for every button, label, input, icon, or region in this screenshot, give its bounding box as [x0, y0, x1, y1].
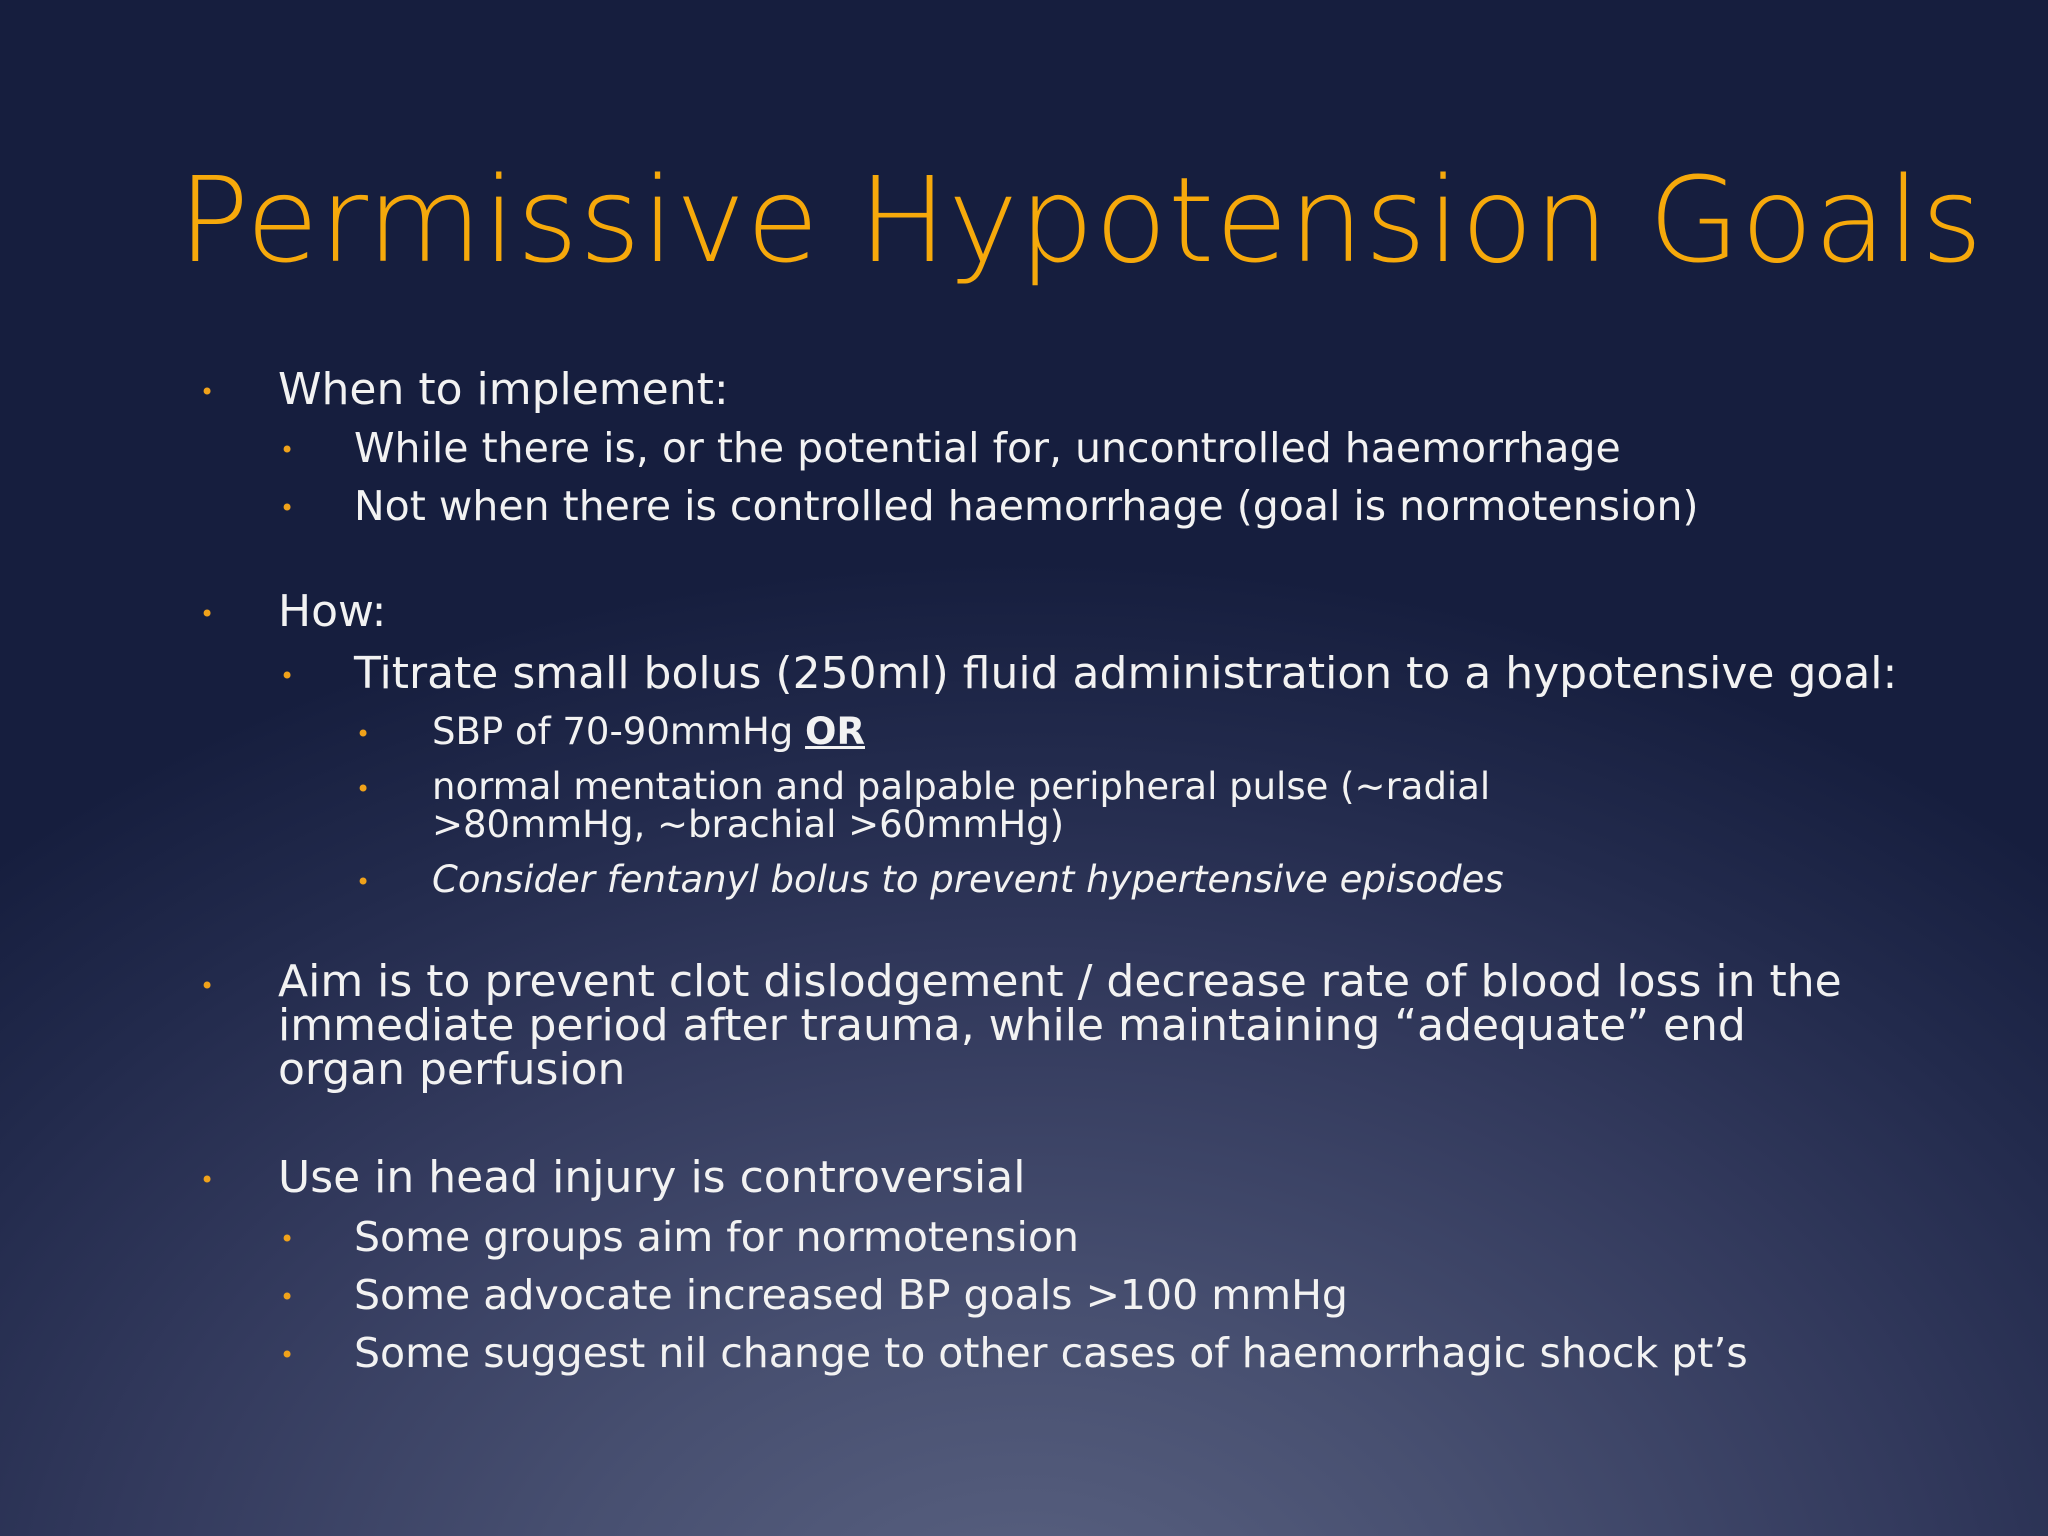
bullet-icon: • — [356, 868, 371, 896]
head-injury-item-bp-goals: Some advocate increased BP goals >100 mmHg — [354, 1271, 1348, 1319]
how-titrate: Titrate small bolus (250ml) fluid administration to a hypotensive goal: — [354, 648, 1898, 699]
how-fentanyl: Consider fentanyl bolus to prevent hypertensive episodes — [432, 858, 1504, 901]
bullet-icon: • — [280, 436, 295, 464]
how-sbp — [432, 710, 865, 753]
bullet-icon: • — [280, 494, 295, 522]
bullet-icon: • — [280, 1341, 295, 1369]
bullet-icon: • — [200, 600, 215, 628]
how-mentation-line2: >80mmHg, ~brachial >60mmHg) — [432, 803, 1065, 846]
head-injury-item-normotension: Some groups aim for normotension — [354, 1213, 1080, 1261]
bullet-icon: • — [280, 1225, 295, 1253]
bullet-icon: • — [280, 1283, 295, 1311]
how-mentation-line1: normal mentation and palpable peripheral pulse (~radial — [432, 765, 1491, 808]
aim-line-3: organ perfusion — [278, 1044, 626, 1095]
bullet-icon: • — [200, 378, 215, 406]
sbp-text: SBP of 70-90mmHg — [432, 710, 806, 753]
sbp-or: OR — [805, 710, 865, 753]
when-item-controlled: Not when there is controlled haemorrhage (goal is normotension) — [354, 482, 1699, 530]
bullet-icon: • — [356, 775, 371, 803]
when-item-uncontrolled: While there is, or the potential for, uncontrolled haemorrhage — [354, 424, 1621, 472]
aim-line-2: immediate period after trauma, while maintaining “adequate” end — [278, 1000, 1746, 1051]
bullet-icon: • — [356, 720, 371, 748]
head-injury-item-nil-change: Some suggest nil change to other cases of haemorrhagic shock pt’s — [354, 1329, 1748, 1377]
bullet-icon: • — [200, 1166, 215, 1194]
when-heading: When to implement: — [278, 364, 729, 415]
slide-title: Permissive Hypotension Goals — [178, 151, 1984, 289]
head-injury-heading: Use in head injury is controversial — [278, 1152, 1026, 1203]
how-heading: How: — [278, 586, 387, 637]
bullet-icon: • — [280, 662, 295, 690]
bullet-icon: • — [200, 972, 215, 1000]
aim-paragraph — [278, 956, 1888, 1095]
aim-line-1: Aim is to prevent clot dislodgement / decrease rate of blood loss in the — [278, 956, 1842, 1007]
